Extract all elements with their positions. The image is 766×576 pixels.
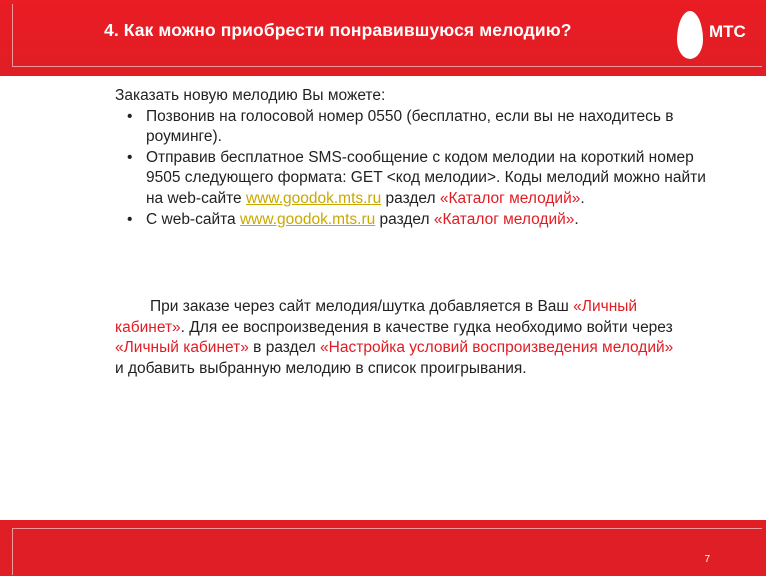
list-item	[115, 148, 715, 210]
method-call-text: Позвонив на голосовой номер 0550 (бесплатно, если вы не находитесь в роуминге).	[146, 107, 674, 146]
cabinet-label: «Личный кабинет»	[115, 339, 249, 357]
mts-logo	[663, 6, 766, 64]
egg-icon	[677, 11, 703, 59]
lead-text: Заказать новую мелодию Вы можете:	[115, 87, 386, 104]
settings-label: «Настройка условий воспроизведения мелодий»	[320, 339, 674, 357]
period: .	[580, 189, 585, 207]
cabinet-paragraph	[115, 297, 685, 379]
page-number: 7	[704, 554, 710, 565]
section-word: раздел	[381, 189, 440, 207]
para-text-4: и добавить выбранную мелодию в список проигрывания.	[115, 359, 527, 377]
goodok-link[interactable]: www.goodok.mts.ru	[239, 210, 376, 228]
bullet-icon: •	[127, 148, 133, 166]
method-web-text: С web-сайта	[146, 210, 240, 228]
header-bar	[0, 0, 766, 76]
list-item	[115, 107, 715, 148]
section-word: раздел	[375, 210, 434, 228]
slide-title: 4. Как можно приобрести понравившуюся мелодию?	[104, 20, 572, 40]
para-text-3: в раздел	[248, 339, 321, 357]
footer-bar	[0, 520, 766, 576]
para-text-1: При заказе через сайт мелодия/шутка добавляется в Ваш	[150, 298, 574, 315]
methods-list	[115, 107, 715, 231]
goodok-link[interactable]: www.goodok.mts.ru	[245, 189, 382, 207]
order-methods	[115, 86, 715, 230]
period: .	[574, 210, 579, 228]
logo-text: МТС	[709, 22, 746, 41]
footer-frame	[12, 528, 762, 575]
para-text-2: . Для ее воспроизведения в качестве гудка необходимо войти через	[180, 318, 673, 336]
cabinet-label: «Личный кабинет»	[115, 298, 638, 336]
method-sms-text: Отправив бесплатное SMS-сообщение с кодом мелодии на короткий номер 9505 следующего формата: GET <код мелодии>. Коды мелодий можно найти на web-сайте	[146, 148, 706, 207]
bullet-icon: •	[127, 107, 133, 125]
catalog-label: «Каталог мелодий»	[433, 210, 575, 228]
bullet-icon: •	[127, 210, 133, 228]
catalog-label: «Каталог мелодий»	[439, 189, 581, 207]
list-item	[115, 210, 715, 231]
